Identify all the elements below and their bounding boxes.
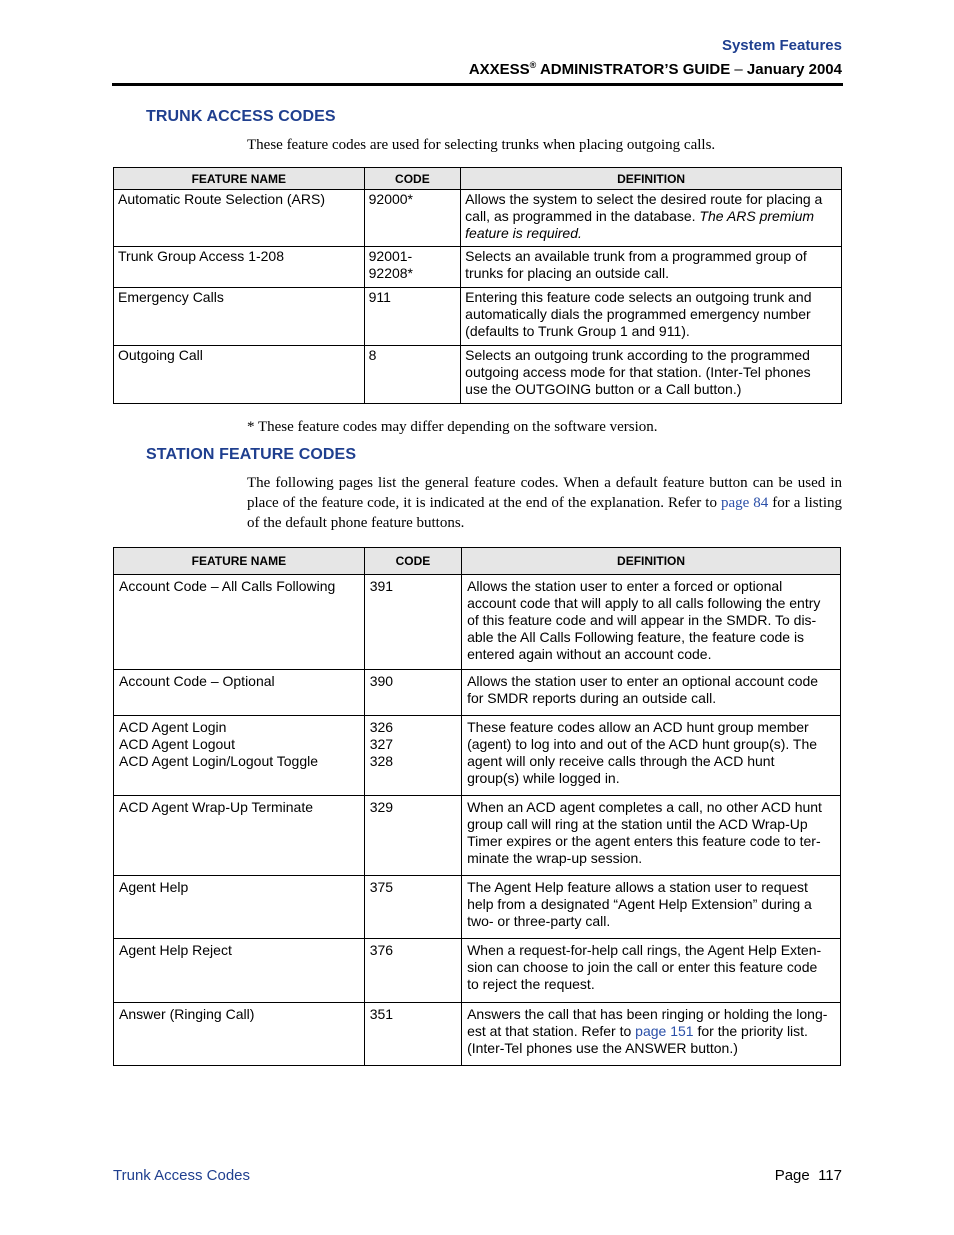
table-row — [114, 346, 842, 404]
table-header-row — [114, 548, 841, 575]
code-cell: 390 — [364, 670, 461, 716]
header-dash: – — [734, 61, 743, 78]
code-cell: 326 327 328 — [364, 716, 461, 796]
feature-name-cell: Trunk Group Access 1-208 — [114, 247, 365, 288]
brand-name: AXXESS — [468, 61, 530, 78]
page-151-link[interactable]: page 151 — [635, 1023, 694, 1039]
code-cell: 92000* — [364, 190, 461, 247]
table-row — [114, 876, 841, 939]
column-header-code: CODE — [364, 548, 461, 575]
definition-cell: Allows the station user to enter an optional account code for SMDR reports during an outside call. — [462, 670, 841, 716]
column-header-feature-name: FEATURE NAME — [114, 548, 365, 575]
station-section-intro: The following pages list the general feature codes. When a default feature button can be used in place of the feature code, it is indicated at the end of the explanation. Refer to page 84 for a listing of the default phone feature buttons. — [247, 475, 842, 531]
definition-cell: Allows the station user to enter a forced or optional account code that will apply to all calls following the entry of this feature code and will appear in the SMDR. To dis- able the All Calls Following feature, the feature code is entered again without an account code. — [462, 575, 841, 670]
registered-mark: ® — [529, 60, 537, 70]
column-header-code: CODE — [364, 168, 461, 190]
feature-name-cell: Agent Help Reject — [114, 939, 365, 1003]
definition-cell: Answers the call that has been ringing or holding the long- est at that station. Refer to page 151 for the priority list. (Inter-Tel phones use the ANSWER button.) — [462, 1003, 841, 1066]
trunk-footnote: * These feature codes may differ depending on the software version. — [247, 419, 658, 435]
definition-cell: These feature codes allow an ACD hunt group member (agent) to log into and out of the ACD hunt group(s). The agent will only receive calls through the ACD hunt group(s) while logged in. — [462, 716, 841, 796]
code-cell: 376 — [364, 939, 461, 1003]
trunk-codes-table — [113, 167, 842, 404]
code-cell: 8 — [364, 346, 461, 404]
feature-name-cell: ACD Agent Wrap-Up Terminate — [114, 796, 365, 876]
table-row — [114, 939, 841, 1003]
header-date: January 2004 — [746, 61, 842, 78]
station-codes-table — [113, 547, 841, 1066]
page-84-link[interactable]: page 84 — [720, 495, 769, 511]
code-cell: 329 — [364, 796, 461, 876]
column-header-feature-name: FEATURE NAME — [114, 168, 365, 190]
table-header-row — [114, 168, 842, 190]
table-row — [114, 1003, 841, 1066]
table-row — [114, 288, 842, 346]
definition-cell: Selects an outgoing trunk according to the programmed outgoing access mode for that station. (Inter-Tel phones use the OUTGOING button or a Call button.) — [461, 346, 842, 404]
table-row — [114, 796, 841, 876]
code-cell: 911 — [364, 288, 461, 346]
code-cell: 391 — [364, 575, 461, 670]
header-rule — [112, 83, 843, 86]
table-row — [114, 247, 842, 288]
feature-name-cell: ACD Agent Login ACD Agent Logout ACD Agent Login/Logout Toggle — [114, 716, 365, 796]
guide-title: ADMINISTRATOR’S GUIDE — [539, 61, 731, 78]
table-row — [114, 575, 841, 670]
code-cell: 375 — [364, 876, 461, 939]
feature-name-cell: Outgoing Call — [114, 346, 365, 404]
feature-name-cell: Emergency Calls — [114, 288, 365, 346]
running-header-guide-title — [469, 60, 842, 78]
footer-page-number: Page 117 — [774, 1167, 842, 1184]
definition-cell: When a request-for-help call rings, the Agent Help Exten- sion can choose to join the call or enter this feature code to reject the request. — [462, 939, 841, 1003]
definition-cell: Allows the system to select the desired route for placing a call, as programmed in the database. The ARS premium feature is required. — [461, 190, 842, 247]
column-header-definition: DEFINITION — [462, 548, 841, 575]
trunk-section-intro: These feature codes are used for selecting trunks when placing outgoing calls. — [247, 137, 716, 153]
code-cell: 351 — [364, 1003, 461, 1066]
trunk-section-title: TRUNK ACCESS CODES — [146, 108, 336, 125]
feature-name-cell: Automatic Route Selection (ARS) — [114, 190, 365, 247]
feature-name-cell: Answer (Ringing Call) — [114, 1003, 365, 1066]
code-cell: 92001- 92208* — [364, 247, 461, 288]
definition-cell: Entering this feature code selects an outgoing trunk and automatically dials the programmed emergency number (defaults to Trunk Group 1 and 911). — [461, 288, 842, 346]
station-section-title: STATION FEATURE CODES — [146, 446, 357, 463]
table-row — [114, 716, 841, 796]
column-header-definition: DEFINITION — [461, 168, 842, 190]
table-row — [114, 190, 842, 247]
definition-cell: The Agent Help feature allows a station user to request help from a designated “Agent Help Extension” during a two- or three-party call. — [462, 876, 841, 939]
definition-cell: When an ACD agent completes a call, no other ACD hunt group call will ring at the station until the ACD Wrap-Up Timer expires or the agent enters this feature code to ter- minate the wrap-up session. — [462, 796, 841, 876]
table-row — [114, 670, 841, 716]
definition-cell: Selects an available trunk from a programmed group of trunks for placing an outside call. — [461, 247, 842, 288]
feature-name-cell: Agent Help — [114, 876, 365, 939]
footer-section-link[interactable]: Trunk Access Codes — [113, 1167, 250, 1184]
feature-name-cell: Account Code – Optional — [114, 670, 365, 716]
feature-name-cell: Account Code – All Calls Following — [114, 575, 365, 670]
running-header-section: System Features — [721, 37, 842, 54]
